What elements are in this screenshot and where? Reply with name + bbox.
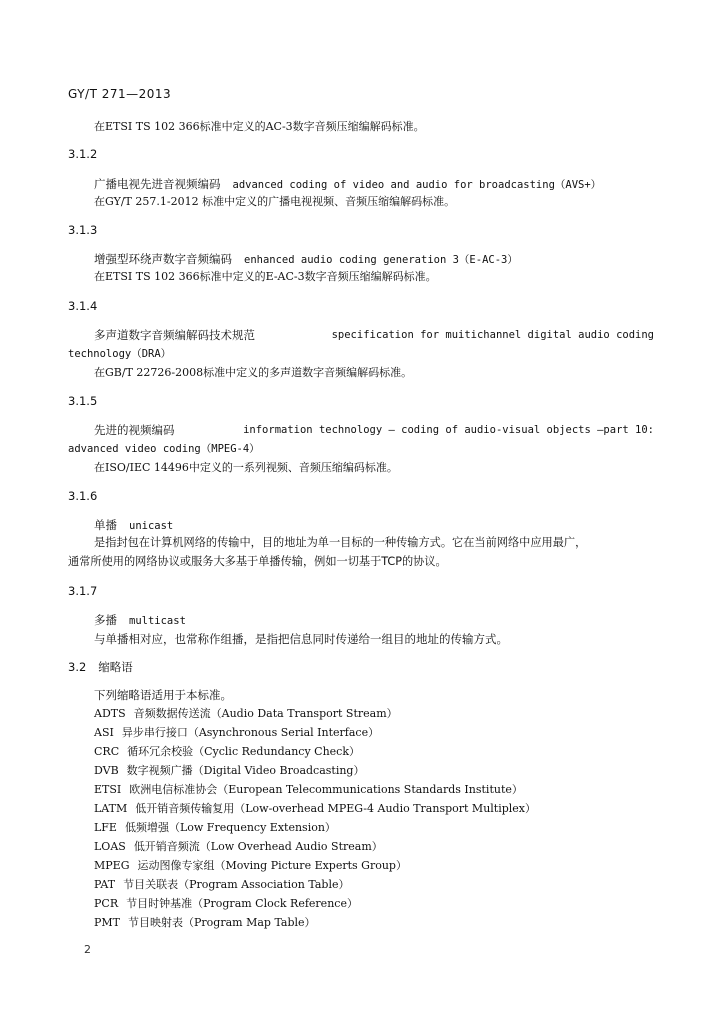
definition-3-1-6-line2: 通常所使用的网络协议或服务大多基于单播传输，例如一切基于TCP的协议。 bbox=[68, 555, 447, 568]
abbreviation-key: ETSI bbox=[94, 783, 122, 796]
section-title: 缩略语 bbox=[98, 660, 133, 674]
abbreviation-key: PAT bbox=[94, 878, 116, 891]
term-en: unicast bbox=[129, 520, 174, 532]
abbreviation-key: ASI bbox=[94, 726, 114, 739]
abbreviation-text: 异步串行接口（Asynchronous Serial Interface） bbox=[121, 726, 380, 739]
term-zh: 多声道数字音频编解码技术规范 bbox=[94, 328, 255, 342]
abbreviation-row bbox=[94, 820, 336, 836]
term-3-1-4-line2: technology（DRA） bbox=[68, 348, 172, 360]
term-3-1-5-line1 bbox=[94, 422, 654, 438]
abbreviation-key: DVB bbox=[94, 764, 119, 777]
term-3-1-4-line1 bbox=[94, 327, 654, 343]
abbreviation-key: MPEG bbox=[94, 859, 130, 872]
term-zh: 多播 bbox=[94, 613, 117, 627]
abbreviation-text: 节目时钟基准（Program Clock Reference） bbox=[126, 897, 358, 910]
definition-3-1-3: 在ETSI TS 102 366标准中定义的E-AC-3数字音频压缩编解码标准。 bbox=[94, 270, 437, 283]
abbreviation-text: 音频数据传送流（Audio Data Transport Stream） bbox=[133, 707, 398, 720]
term-en: multicast bbox=[129, 615, 186, 627]
term-3-1-2 bbox=[94, 176, 601, 193]
abbreviation-text: 低开销音频流（Low Overhead Audio Stream） bbox=[133, 840, 383, 853]
definition-3-1-7: 与单播相对应，也常称作组播，是指把信息同时传递给一组目的地址的传输方式。 bbox=[94, 632, 508, 646]
abbreviation-key: PMT bbox=[94, 916, 121, 929]
term-3-1-6 bbox=[94, 517, 173, 534]
abbreviation-row bbox=[94, 915, 316, 931]
definition-3-1-5: 在ISO/IEC 14496中定义的一系列视频、音频压缩编码标准。 bbox=[94, 461, 398, 474]
term-zh: 广播电视先进音视频编码 bbox=[94, 177, 221, 191]
section-number-3-1-3: 3.1.3 bbox=[68, 223, 98, 237]
definition-3-1-6-line1: 是指封包在计算机网络的传输中，目的地址为单一目标的一种传输方式。它在当前网络中应用最广， bbox=[94, 536, 587, 549]
section-number-3-1-7: 3.1.7 bbox=[68, 584, 98, 598]
abbreviation-text: 低开销音频传输复用（Low-overhead MPEG-4 Audio Transport Multiplex） bbox=[135, 802, 537, 815]
abbreviation-row bbox=[94, 858, 407, 874]
term-zh: 单播 bbox=[94, 518, 117, 532]
abbreviations-intro: 下列缩略语适用于本标准。 bbox=[94, 688, 232, 702]
abbreviation-row bbox=[94, 744, 360, 760]
abbreviation-text: 低频增强（Low Frequency Extension） bbox=[124, 821, 336, 834]
abbreviation-text: 数字视频广播（Digital Video Broadcasting） bbox=[126, 764, 365, 777]
abbreviation-key: CRC bbox=[94, 745, 120, 758]
abbreviation-key: LATM bbox=[94, 802, 128, 815]
term-3-1-3 bbox=[94, 251, 518, 268]
abbreviation-key: ADTS bbox=[94, 707, 126, 720]
term-en: information technology — coding of audio-visual objects —part 10: bbox=[243, 424, 654, 436]
abbreviation-text: 循环冗余校验（Cyclic Redundancy Check） bbox=[127, 745, 361, 758]
definition-3-1-4: 在GB/T 22726-2008标准中定义的多声道数字音频编解码标准。 bbox=[94, 366, 413, 379]
abbreviation-row bbox=[94, 725, 379, 741]
abbreviation-text: 运动图像专家组（Moving Picture Experts Group） bbox=[137, 859, 407, 872]
standard-header: GY/T 271—2013 bbox=[68, 87, 172, 101]
page-number: 2 bbox=[84, 943, 91, 956]
abbreviation-row bbox=[94, 896, 358, 912]
abbreviation-row bbox=[94, 782, 523, 798]
abbreviation-row bbox=[94, 763, 364, 779]
abbreviation-row bbox=[94, 706, 398, 722]
abbreviation-key: LOAS bbox=[94, 840, 126, 853]
section-number-3-1-5: 3.1.5 bbox=[68, 394, 98, 408]
section-number-3-1-6: 3.1.6 bbox=[68, 489, 98, 503]
abbreviation-key: PCR bbox=[94, 897, 119, 910]
abbreviation-key: LFE bbox=[94, 821, 117, 834]
abbreviation-row bbox=[94, 877, 350, 893]
section-number: 3.2 bbox=[68, 660, 87, 674]
intro-line: 在ETSI TS 102 366标准中定义的AC-3数字音频压缩编解码标准。 bbox=[94, 120, 425, 133]
term-3-1-7 bbox=[94, 612, 186, 629]
abbreviation-text: 节目关联表（Program Association Table） bbox=[123, 878, 350, 891]
term-en: advanced coding of video and audio for broadcasting（AVS+） bbox=[232, 179, 602, 191]
abbreviation-text: 欧洲电信标准协会（European Telecommunications Standards Institute） bbox=[129, 783, 523, 796]
term-zh: 增强型环绕声数字音频编码 bbox=[94, 252, 232, 266]
term-3-1-5-line2: advanced video coding（MPEG-4） bbox=[68, 443, 260, 455]
term-en: specification for muitichannel digital audio coding bbox=[331, 329, 654, 341]
section-heading-3-2 bbox=[68, 659, 133, 675]
section-number-3-1-4: 3.1.4 bbox=[68, 299, 98, 313]
abbreviation-text: 节目映射表（Program Map Table） bbox=[128, 916, 316, 929]
section-number-3-1-2: 3.1.2 bbox=[68, 147, 98, 161]
definition-3-1-2: 在GY/T 257.1-2012 标准中定义的广播电视视频、音频压缩编解码标准。 bbox=[94, 195, 456, 208]
term-en: enhanced audio coding generation 3（E-AC-3） bbox=[244, 254, 518, 266]
term-zh: 先进的视频编码 bbox=[94, 423, 175, 437]
abbreviation-row bbox=[94, 801, 536, 817]
abbreviation-row bbox=[94, 839, 383, 855]
